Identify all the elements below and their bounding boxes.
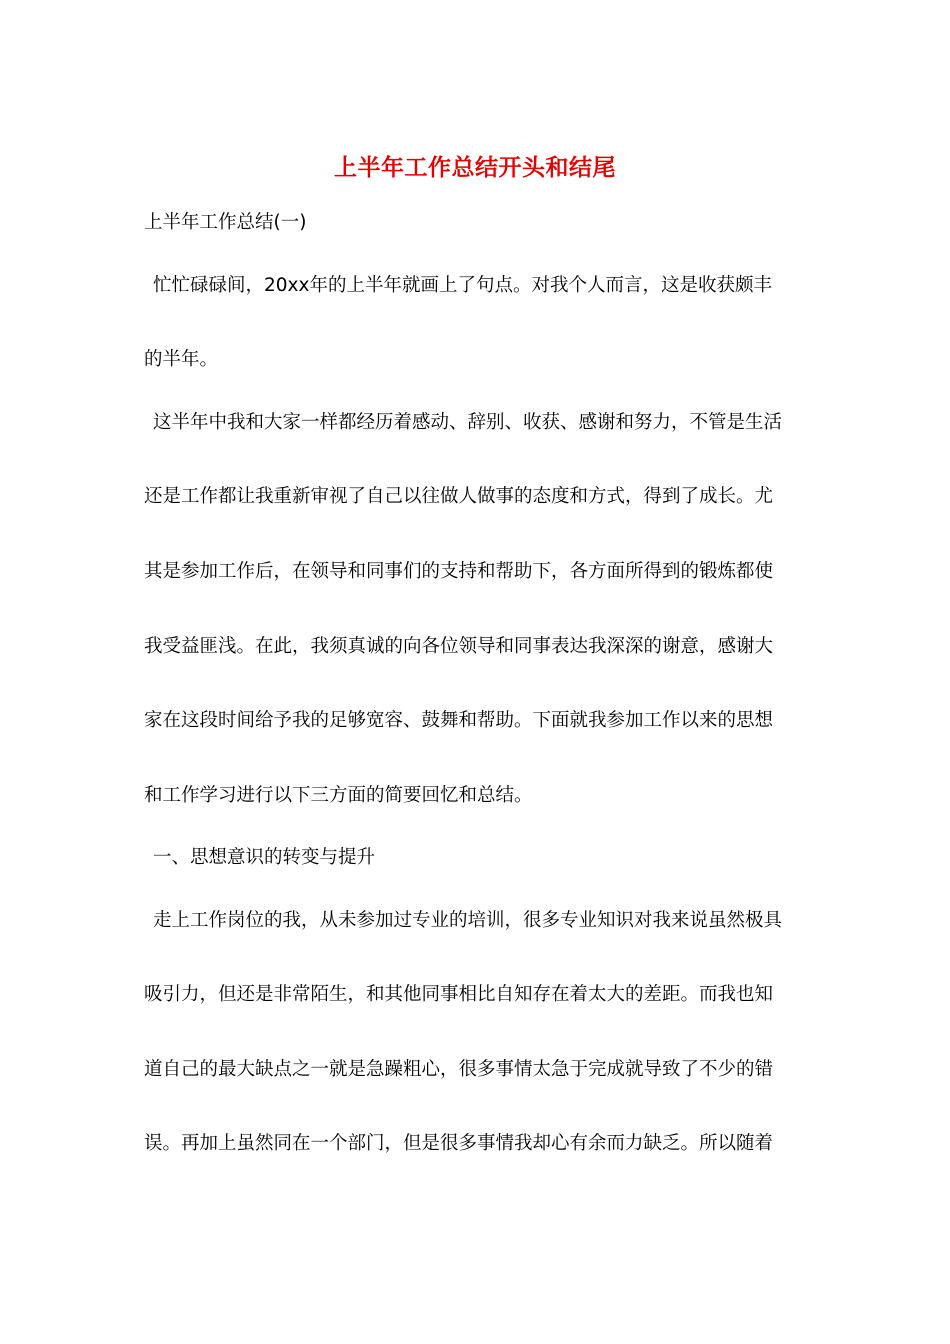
paragraph-line: 道自己的最大缺点之一就是急躁粗心，很多事情太急于完成就导致了不少的错: [144, 1059, 774, 1080]
paragraph-line: 这半年中我和大家一样都经历着感动、辞别、收获、感谢和努力，不管是生活: [153, 412, 783, 433]
paragraph-line: 家在这段时间给予我的足够宽容、鼓舞和帮助。下面就我参加工作以来的思想: [144, 710, 774, 731]
paragraph-line: 和工作学习进行以下三方面的简要回忆和总结。: [144, 785, 533, 806]
section-subtitle: 上半年工作总结(一): [144, 212, 307, 233]
paragraph-line: 忙忙碌碌间，20xx年的上半年就画上了句点。对我个人而言，这是收获颇丰: [153, 275, 772, 296]
paragraph-line: 吸引力，但还是非常陌生，和其他同事相比自知存在着太大的差距。而我也知: [144, 984, 774, 1005]
paragraph-line: 误。再加上虽然同在一个部门，但是很多事情我却心有余而力缺乏。所以随着: [144, 1133, 774, 1154]
paragraph-line: 走上工作岗位的我，从未参加过专业的培训，很多专业知识对我来说虽然极具: [153, 910, 783, 931]
paragraph-line: 的半年。: [144, 349, 219, 370]
paragraph-line: 其是参加工作后，在领导和同事们的支持和帮助下，各方面所得到的锻炼都使: [144, 561, 774, 582]
paragraph-line: 还是工作都让我重新审视了自己以往做人做事的态度和方式，得到了成长。尤: [144, 486, 774, 507]
section-heading: 一、思想意识的转变与提升: [153, 847, 376, 868]
paragraph-line: 我受益匪浅。在此，我须真诚的向各位领导和同事表达我深深的谢意，感谢大: [144, 636, 774, 657]
document-title: 上半年工作总结开头和结尾: [334, 154, 616, 181]
